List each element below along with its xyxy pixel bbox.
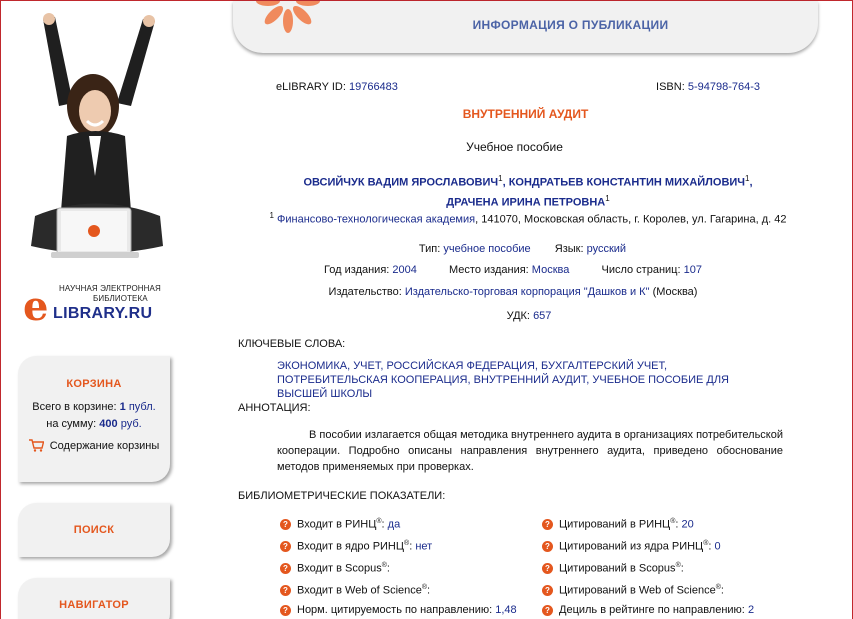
author-link[interactable]: ОВСИЙЧУК ВАДИМ ЯРОСЛАВОВИЧ [303, 176, 499, 189]
metric-value: нет [415, 540, 433, 553]
metric-value: да [387, 518, 401, 531]
metric-rinc: ? Входит в РИНЦ®: да [280, 516, 400, 532]
keyword-link[interactable]: РОССИЙСКАЯ ФЕДЕРАЦИЯ [386, 360, 535, 372]
metric-label: Дециль в рейтинге по направлению: [559, 604, 745, 616]
language-label: Язык: [554, 243, 584, 255]
elibrary-logo[interactable] [23, 283, 173, 330]
affiliation-sup: 1 [269, 211, 274, 220]
type-label: Тип: [418, 243, 441, 255]
metric-citations-wos: ? Цитирований в Web of Science®: [542, 582, 724, 598]
question-icon[interactable]: ? [542, 519, 553, 530]
keywords-list: ЭКОНОМИКА, УЧЕТ, РОССИЙСКАЯ ФЕДЕРАЦИЯ, БУХГАЛТЕРСКИЙ УЧЕТ, ПОТРЕБИТЕЛЬСКАЯ КООПЕРАЦИЯ, ВНУТРЕННИЙ АУДИТ, УЧЕБНОЕ ПОСОБИЕ ДЛЯ ВЫСШЕЙ ШКОЛЫ [277, 360, 729, 400]
reg-mark: ® [703, 539, 709, 547]
author-link[interactable]: ДРАЧЕНА ИРИНА ПЕТРОВНА [446, 196, 606, 209]
pages-label: Число страниц: [601, 264, 681, 276]
cart-total-unit: публ. [128, 401, 156, 413]
pages-value: 107 [683, 264, 702, 276]
place-value: Москва [531, 264, 570, 276]
navigator-button[interactable] [18, 578, 170, 619]
metric-value[interactable]: 20 [681, 518, 694, 531]
type-language-row [233, 243, 812, 255]
question-icon[interactable]: ? [280, 541, 291, 552]
author-affil-sup: 1 [745, 174, 750, 183]
question-icon[interactable]: ? [542, 541, 553, 552]
publication-subtitle: Учебное пособие [466, 140, 563, 154]
authors: ОВСИЙЧУК ВАДИМ ЯРОСЛАВОВИЧ$^1$, КОНДРАТЬЕВ КОНСТАНТИН МИХАЙЛОВИЧ$^1$, ДРАЧЕНА ИРИНА ПЕТРОВНА$^1$ [303, 174, 753, 209]
metric-label: Цитирований в Scopus [559, 562, 676, 575]
elibrary-id [276, 81, 398, 93]
keyword-link[interactable]: ВНУТРЕННИЙ АУДИТ [473, 374, 587, 386]
search-button[interactable] [18, 503, 170, 557]
question-icon[interactable]: ? [542, 563, 553, 574]
year-place-pages-row [233, 264, 793, 276]
author-link[interactable]: КОНДРАТЬЕВ КОНСТАНТИН МИХАЙЛОВИЧ [508, 176, 746, 189]
metric-norm-citation [280, 602, 517, 618]
keyword-link[interactable]: УЧЕТ [353, 360, 381, 372]
publisher-row [233, 286, 793, 298]
publisher-label: Издательство: [328, 286, 402, 298]
metric-value: 0 [714, 540, 721, 553]
question-icon[interactable]: ? [280, 585, 291, 596]
search-label: ПОИСК [73, 524, 115, 536]
question-icon[interactable]: ? [280, 605, 291, 616]
language-value: русский [586, 243, 627, 255]
cart-panel [18, 356, 170, 482]
metric-label: Норм. цитируемость по направлению: [297, 604, 493, 616]
elibrary-id-value[interactable]: 19766483 [348, 81, 398, 93]
page-title: ИНФОРМАЦИЯ О ПУБЛИКАЦИИ [472, 18, 669, 32]
year-value: 2004 [392, 264, 417, 276]
reg-mark: ® [404, 539, 410, 547]
cart-total-value: 1 [119, 401, 126, 413]
udk-row [233, 310, 825, 322]
reg-mark: ® [376, 517, 382, 525]
cart-total-label: Всего в корзине: [32, 401, 117, 413]
metric-label: Цитирований из ядра РИНЦ [559, 540, 704, 553]
elibrary-id-label: eLIBRARY ID: [276, 81, 346, 93]
logo-wordmark: LIBRARY.RU [53, 305, 153, 322]
metric-citations-rinc: ? Цитирований в РИНЦ®: 20 [542, 516, 694, 532]
metric-label: Цитирований в РИНЦ [559, 518, 671, 531]
question-icon[interactable]: ? [542, 605, 553, 616]
author-affil-sup: 1 [605, 193, 610, 203]
isbn-value: 5-94798-764-3 [687, 81, 760, 93]
cart-contents-link[interactable] [18, 439, 170, 452]
cart-contents-label[interactable]: Содержание корзины [49, 439, 160, 452]
udk-label: УДК: [506, 310, 530, 322]
metric-label: Входит в Scopus [297, 562, 382, 575]
affiliation [233, 211, 823, 226]
question-icon[interactable]: ? [542, 585, 553, 596]
affiliation-address: , 141070, Московская область, г. Королев, ул. Гагарина, д. 42 [475, 213, 787, 226]
cart-sum-label: на сумму: [46, 418, 97, 430]
metric-citations-rinc-core: ? Цитирований из ядра РИНЦ®: 0 [542, 538, 721, 554]
affiliation-link[interactable]: Финансово-технологическая академия [277, 213, 476, 226]
metric-value: 2 [747, 604, 755, 616]
cart-summary [18, 399, 170, 433]
metric-citations-scopus: ? Цитирований в Scopus®: [542, 560, 684, 576]
publication-title: ВНУТРЕННИЙ АУДИТ [462, 107, 589, 121]
hero-photo [15, 11, 175, 261]
cart-icon [29, 439, 44, 452]
metric-value: 1,48 [495, 604, 517, 616]
author-affil-sup: 1 [498, 174, 503, 183]
metric-rinc-core: ? Входит в ядро РИНЦ®: нет [280, 538, 432, 554]
publisher-city: (Москва) [652, 286, 698, 298]
cart-sum-value: 400 [99, 418, 118, 430]
reg-mark: ® [381, 561, 387, 569]
year-label: Год издания: [324, 264, 390, 276]
cart-title: КОРЗИНА [66, 378, 122, 390]
logo-e-letter: e [23, 283, 49, 330]
keyword-link[interactable]: ЭКОНОМИКА [277, 360, 348, 372]
navigator-label: НАВИГАТОР [59, 599, 129, 611]
isbn-label: ISBN: [656, 81, 685, 93]
metric-label: Входит в ядро РИНЦ [297, 540, 405, 553]
sidebar [1, 1, 194, 619]
annotation-text: В пособии излагается общая методика внутреннего аудита в организациях потребительской кооперации. Подробно описаны направления внутреннего аудита, приведено обоснование методов применяемых при проверках. [277, 429, 784, 473]
page-header [233, 1, 818, 53]
isbn [656, 81, 760, 93]
keyword-link[interactable]: БУХГАЛТЕРСКИЙ УЧЕТ [541, 360, 665, 372]
metric-label: Входит в РИНЦ [297, 518, 377, 531]
cart-sum-unit: руб. [120, 418, 142, 430]
metric-label: Входит в Web of Science [297, 584, 422, 597]
metric-label: Цитирований в Web of Science [559, 584, 716, 597]
question-icon[interactable]: ? [280, 563, 291, 574]
annotation-label: АННОТАЦИЯ: [238, 402, 311, 414]
type-value: учебное пособие [443, 243, 531, 255]
metric-decile [542, 602, 754, 618]
publisher-link[interactable]: Издательско-торговая корпорация "Дашков и К" [404, 286, 650, 298]
bibliometrics-label: БИБЛИОМЕТРИЧЕСКИЕ ПОКАЗАТЕЛИ: [238, 490, 446, 502]
question-icon[interactable]: ? [280, 519, 291, 530]
logo-caption: НАУЧНАЯ ЭЛЕКТРОННАЯ БИБЛИОТЕКА [59, 284, 161, 303]
place-label: Место издания: [449, 264, 529, 276]
metric-scopus: ? Входит в Scopus®: [280, 560, 390, 576]
metric-wos: ? Входит в Web of Science®: [280, 582, 430, 598]
keywords-label: КЛЮЧЕВЫЕ СЛОВА: [238, 338, 346, 350]
reg-mark: ® [675, 561, 681, 569]
reg-mark: ® [670, 517, 676, 525]
reg-mark: ® [421, 583, 428, 591]
udk-value: 657 [533, 310, 552, 322]
reg-mark: ® [715, 583, 721, 591]
keyword-link[interactable]: УЧЕБНОЕ ПОСОБИЕ ДЛЯ ВЫСШЕЙ ШКОЛЫ [277, 374, 729, 400]
keyword-link[interactable]: ПОТРЕБИТЕЛЬСКАЯ КООПЕРАЦИЯ [277, 374, 468, 386]
id-row [276, 81, 760, 93]
